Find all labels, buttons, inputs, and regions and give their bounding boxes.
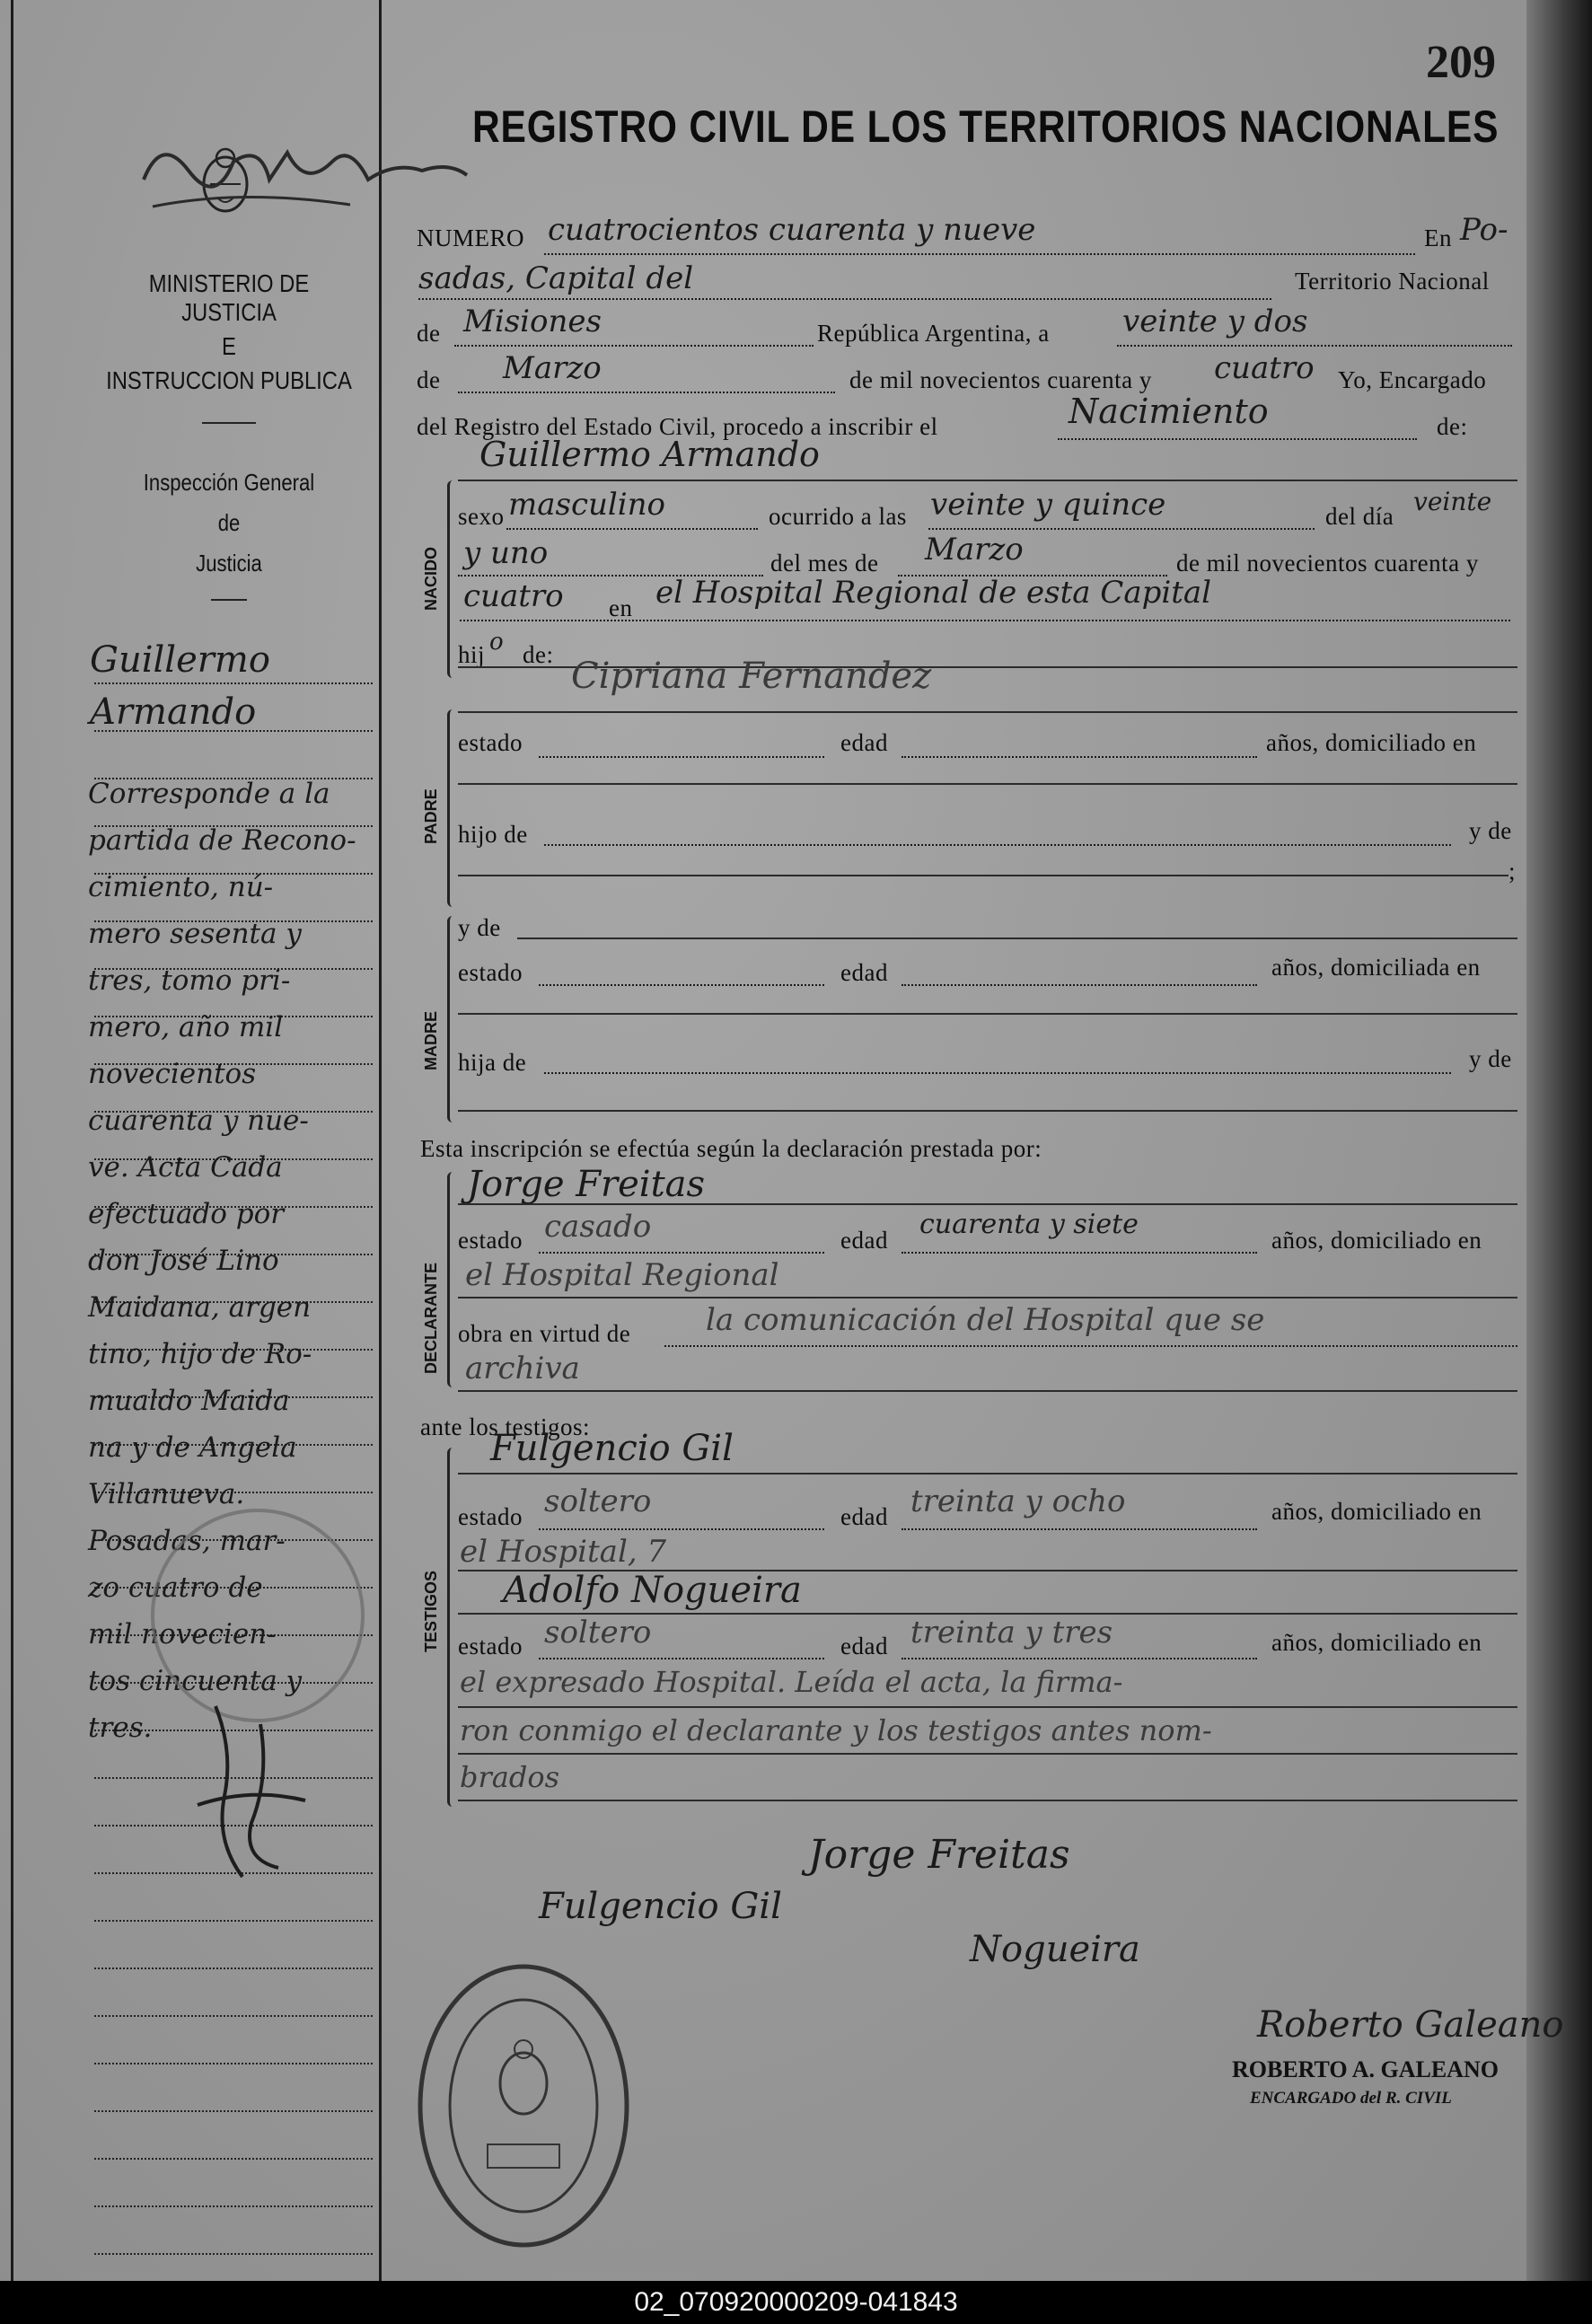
madre-section-label: MADRE bbox=[422, 1011, 440, 1070]
inspection-line-1: Inspección General bbox=[143, 469, 315, 496]
de-label: de bbox=[417, 320, 441, 347]
dia-value-1: veinte bbox=[1413, 487, 1492, 516]
margin-note-line: tino, hijo de Ro- bbox=[88, 1338, 312, 1370]
margin-note-line: partida de Recono- bbox=[88, 824, 356, 857]
closing-3-line bbox=[458, 1800, 1517, 1801]
margin-header bbox=[81, 269, 377, 601]
inspection-line-2: de bbox=[217, 509, 241, 536]
year-value: cuatro bbox=[1214, 350, 1315, 386]
mes-label: del mes de bbox=[770, 550, 879, 577]
hora-line bbox=[928, 528, 1315, 530]
numero-label: NUMERO bbox=[417, 224, 525, 251]
testigos-label: ante los testigos: bbox=[420, 1413, 590, 1440]
declarante-edad-value: cuarenta y siete bbox=[919, 1209, 1139, 1240]
hora-value: veinte y quince bbox=[930, 487, 1166, 523]
margin-rule-line bbox=[94, 2205, 373, 2207]
closing-1-line bbox=[458, 1706, 1517, 1708]
page-title: REGISTRO CIVIL DE LOS TERRITORIOS NACIONALES bbox=[472, 101, 1500, 152]
padre-hijo-label: hijo de bbox=[458, 821, 528, 848]
declarante-name-line bbox=[458, 1203, 1517, 1205]
de-label-2: de bbox=[417, 366, 441, 393]
sexo-line bbox=[506, 528, 758, 530]
act-value: Nacimiento bbox=[1069, 392, 1269, 431]
en-label: En bbox=[1424, 224, 1452, 251]
madre-name-value: Cipriana Fernandez bbox=[571, 656, 932, 697]
nacido-name-value: Guillermo Armando bbox=[479, 435, 820, 474]
declarante-estado-line bbox=[539, 1252, 824, 1254]
madre-bracket bbox=[447, 916, 459, 1122]
madre-hija-label: hija de bbox=[458, 1049, 527, 1076]
nacido-de-label: de: bbox=[523, 641, 554, 668]
testigo1-estado-label: estado bbox=[458, 1503, 523, 1530]
testigo2-estado-label: estado bbox=[458, 1633, 523, 1659]
inspection-divider bbox=[211, 599, 247, 601]
signature-declarante: Jorge Freitas bbox=[808, 1832, 1070, 1878]
padre-top-line bbox=[458, 711, 1517, 713]
sexo-value: masculino bbox=[508, 487, 666, 523]
padre-anos-label: años, domiciliado en bbox=[1266, 729, 1477, 756]
territorio-label: Territorio Nacional bbox=[1295, 268, 1490, 295]
margin-signature bbox=[180, 1697, 323, 1895]
madre-hija-line bbox=[544, 1072, 1451, 1074]
madre-y-de-label: y de bbox=[458, 914, 501, 941]
margin-rule-line bbox=[94, 682, 373, 684]
dia-label: del día bbox=[1325, 503, 1394, 530]
margin-name-line-1: Guillermo bbox=[90, 639, 270, 681]
obra-value-2: archiva bbox=[465, 1351, 580, 1386]
margin-note-line: Villanueva. bbox=[88, 1478, 245, 1510]
margin-note-line: mero sesenta y bbox=[88, 918, 302, 950]
nacido-en-label: en bbox=[609, 594, 633, 621]
act-line bbox=[1058, 438, 1417, 440]
margin-rule-line bbox=[94, 1967, 373, 1969]
madre-edad-line bbox=[902, 984, 1257, 986]
dia-value-2: y uno bbox=[463, 535, 549, 571]
territorio-line bbox=[454, 345, 814, 347]
page-number: 209 bbox=[1426, 37, 1496, 88]
territorio-value: Misiones bbox=[463, 304, 602, 339]
margin-name-line-2: Armando bbox=[90, 691, 257, 733]
lugar-line bbox=[460, 620, 1510, 621]
official-oval-stamp bbox=[411, 1958, 636, 2254]
official-title: ENCARGADO del R. CIVIL bbox=[1250, 2089, 1452, 2108]
margin-note-line: tos cincuenta y bbox=[88, 1665, 303, 1697]
testigo1-estado-value: soltero bbox=[544, 1483, 652, 1519]
page-edge bbox=[1526, 0, 1592, 2281]
madre-edad-label: edad bbox=[840, 959, 888, 986]
madre-yde2-line bbox=[458, 1110, 1517, 1112]
nacido-name-line bbox=[458, 480, 1517, 481]
margin-note-line: cuarenta y nue- bbox=[88, 1105, 309, 1137]
margin-note-line: don José Lino bbox=[88, 1245, 279, 1277]
declarante-anos-label: años, domiciliado en bbox=[1271, 1227, 1482, 1254]
margin-note-line: Posadas, mar- bbox=[88, 1525, 286, 1557]
padre-edad-label: edad bbox=[840, 729, 888, 756]
madre-anos-label: años, domiciliada en bbox=[1271, 954, 1481, 981]
margin-divider-line bbox=[379, 0, 382, 2281]
inspection-line-3: Justicia bbox=[196, 550, 262, 577]
testigo2-estado-value: soltero bbox=[544, 1615, 652, 1651]
margin-note-line: Corresponde a la bbox=[88, 778, 330, 810]
margin-rule-line bbox=[94, 2110, 373, 2112]
margin-note-line: Maidana, argen bbox=[88, 1291, 312, 1324]
margin-rule-line bbox=[94, 2158, 373, 2160]
nacido-year-value: cuatro bbox=[463, 578, 564, 614]
testigo2-edad-label: edad bbox=[840, 1633, 888, 1659]
signature-official: Roberto Galeano bbox=[1257, 2004, 1564, 2046]
margin-note-line: ve. Acta Cada bbox=[88, 1151, 283, 1184]
padre-estado-label: estado bbox=[458, 729, 523, 756]
closing-line-1: el expresado Hospital. Leída el acta, la firma- bbox=[460, 1665, 1123, 1699]
en-line bbox=[418, 298, 1271, 300]
testigo1-name-line bbox=[458, 1473, 1517, 1475]
nacido-year-label: de mil novecientos cuarenta y bbox=[1176, 550, 1479, 577]
madre-estado-line bbox=[539, 984, 824, 986]
obra-label: obra en virtud de bbox=[458, 1320, 631, 1347]
margin-note-line: novecientos bbox=[88, 1058, 257, 1090]
madre-dom-line bbox=[458, 1013, 1517, 1015]
testigo2-edad-value: treinta y tres bbox=[910, 1615, 1113, 1651]
month-line bbox=[458, 392, 835, 393]
declarante-estado-value: casado bbox=[544, 1209, 652, 1245]
madre-estado-label: estado bbox=[458, 959, 523, 986]
republica-label: República Argentina, a bbox=[817, 320, 1050, 347]
margin-note-line: mil novecien- bbox=[88, 1618, 277, 1651]
hij-value: o bbox=[489, 629, 504, 656]
obra-2-line bbox=[458, 1390, 1517, 1392]
en-value-1: Po- bbox=[1460, 212, 1508, 248]
ministry-line-3: INSTRUCCION PUBLICA bbox=[106, 366, 352, 394]
closing-line-3: brados bbox=[460, 1760, 560, 1794]
padre-y-de-label: y de bbox=[1469, 817, 1512, 844]
day-value: veinte y dos bbox=[1122, 304, 1308, 339]
declarante-edad-line bbox=[902, 1252, 1257, 1254]
margin-note-line: tres. bbox=[88, 1712, 153, 1744]
testigo2-estado-line bbox=[539, 1658, 824, 1659]
nacido-section-label: NACIDO bbox=[422, 547, 440, 611]
day-line bbox=[1117, 345, 1512, 347]
left-page-border bbox=[11, 0, 13, 2281]
margin-note-line: efectuado por bbox=[88, 1198, 285, 1230]
closing-line-2: ron conmigo el declarante y los testigos antes nom- bbox=[460, 1713, 1212, 1747]
testigo2-name: Adolfo Nogueira bbox=[503, 1570, 802, 1611]
obra-line bbox=[664, 1345, 1517, 1347]
top-margin-scribble bbox=[135, 126, 476, 224]
testigo2-anos-label: años, domiciliado en bbox=[1271, 1629, 1482, 1656]
margin-note-line: tres, tomo pri- bbox=[88, 964, 291, 997]
padre-yde-line bbox=[458, 875, 1508, 876]
numero-line bbox=[544, 253, 1415, 255]
declarante-section-label: DECLARANTE bbox=[422, 1263, 440, 1374]
margin-note-line: zo cuatro de bbox=[88, 1571, 263, 1604]
inscripcion-label: Esta inscripción se efectúa según la declaración prestada por: bbox=[420, 1135, 1042, 1162]
margin-faint-stamp bbox=[151, 1509, 365, 1722]
testigo2-edad-line bbox=[902, 1658, 1257, 1659]
declarante-edad-label: edad bbox=[840, 1227, 888, 1254]
padre-estado-line bbox=[539, 756, 824, 758]
testigo1-anos-label: años, domiciliado en bbox=[1271, 1498, 1482, 1525]
padre-dom-line bbox=[458, 783, 1517, 785]
mes-value: Marzo bbox=[925, 532, 1024, 568]
declarante-estado-label: estado bbox=[458, 1227, 523, 1254]
de-colon: de: bbox=[1437, 413, 1468, 440]
ministry-line-1: MINISTERIO DE JUSTICIA bbox=[148, 269, 310, 326]
padre-semicolon: ; bbox=[1508, 858, 1517, 885]
obra-value-1: la comunicación del Hospital que se bbox=[706, 1302, 1265, 1338]
month-value: Marzo bbox=[503, 350, 602, 386]
madre-y-de-label-2: y de bbox=[1469, 1045, 1512, 1072]
header-divider bbox=[202, 422, 256, 424]
declarante-domicilio-value: el Hospital Regional bbox=[465, 1257, 779, 1293]
margin-note-line: cimiento, nú- bbox=[88, 871, 274, 903]
padre-hijo-line bbox=[544, 844, 1451, 846]
closing-2-line bbox=[458, 1753, 1517, 1755]
signature-testigo-2: Nogueira bbox=[970, 1929, 1140, 1970]
testigo1-edad-line bbox=[902, 1528, 1257, 1530]
official-name: ROBERTO A. GALEANO bbox=[1232, 2056, 1499, 2082]
testigo1-estado-line bbox=[539, 1528, 824, 1530]
testigo1-name: Fulgencio Gil bbox=[490, 1428, 734, 1469]
sexo-label: sexo bbox=[458, 503, 505, 530]
lugar-value: el Hospital Regional de esta Capital bbox=[655, 575, 1212, 611]
hij-label: hij bbox=[458, 641, 486, 668]
signature-testigo-1: Fulgencio Gil bbox=[539, 1886, 782, 1927]
declarante-dom-line bbox=[458, 1297, 1517, 1298]
padre-section-label: PADRE bbox=[422, 788, 440, 844]
testigo1-edad-value: treinta y ocho bbox=[910, 1483, 1126, 1519]
margin-note-line: mero, año mil bbox=[88, 1011, 284, 1043]
yo-label: Yo, Encargado bbox=[1338, 366, 1487, 393]
madre-yde-line bbox=[517, 938, 1517, 939]
margin-rule-line bbox=[94, 2063, 373, 2064]
margin-rule-line bbox=[94, 2015, 373, 2017]
ministry-line-2: E bbox=[222, 332, 236, 360]
en-value-2: sadas, Capital del bbox=[418, 260, 694, 296]
testigo1-domicilio: el Hospital, 7 bbox=[460, 1534, 667, 1570]
margin-rule-line bbox=[94, 2253, 373, 2255]
numero-value: cuatrocientos cuarenta y nueve bbox=[548, 212, 1036, 248]
registro-label: del Registro del Estado Civil, procedo a inscribir el bbox=[417, 413, 938, 440]
declarante-name-value: Jorge Freitas bbox=[467, 1164, 706, 1205]
footer-id: 02_070920000209-041843 bbox=[0, 2281, 1592, 2324]
testigos-section-label: TESTIGOS bbox=[422, 1570, 440, 1652]
padre-edad-line bbox=[902, 756, 1257, 758]
margin-note-line: na y de Angela bbox=[88, 1431, 297, 1464]
year-label: de mil novecientos cuarenta y bbox=[849, 366, 1152, 393]
margin-rule-line bbox=[94, 1920, 373, 1922]
margin-note-line: mualdo Maida bbox=[88, 1385, 290, 1417]
testigo1-edad-label: edad bbox=[840, 1503, 888, 1530]
ocurrido-label: ocurrido a las bbox=[769, 503, 907, 530]
